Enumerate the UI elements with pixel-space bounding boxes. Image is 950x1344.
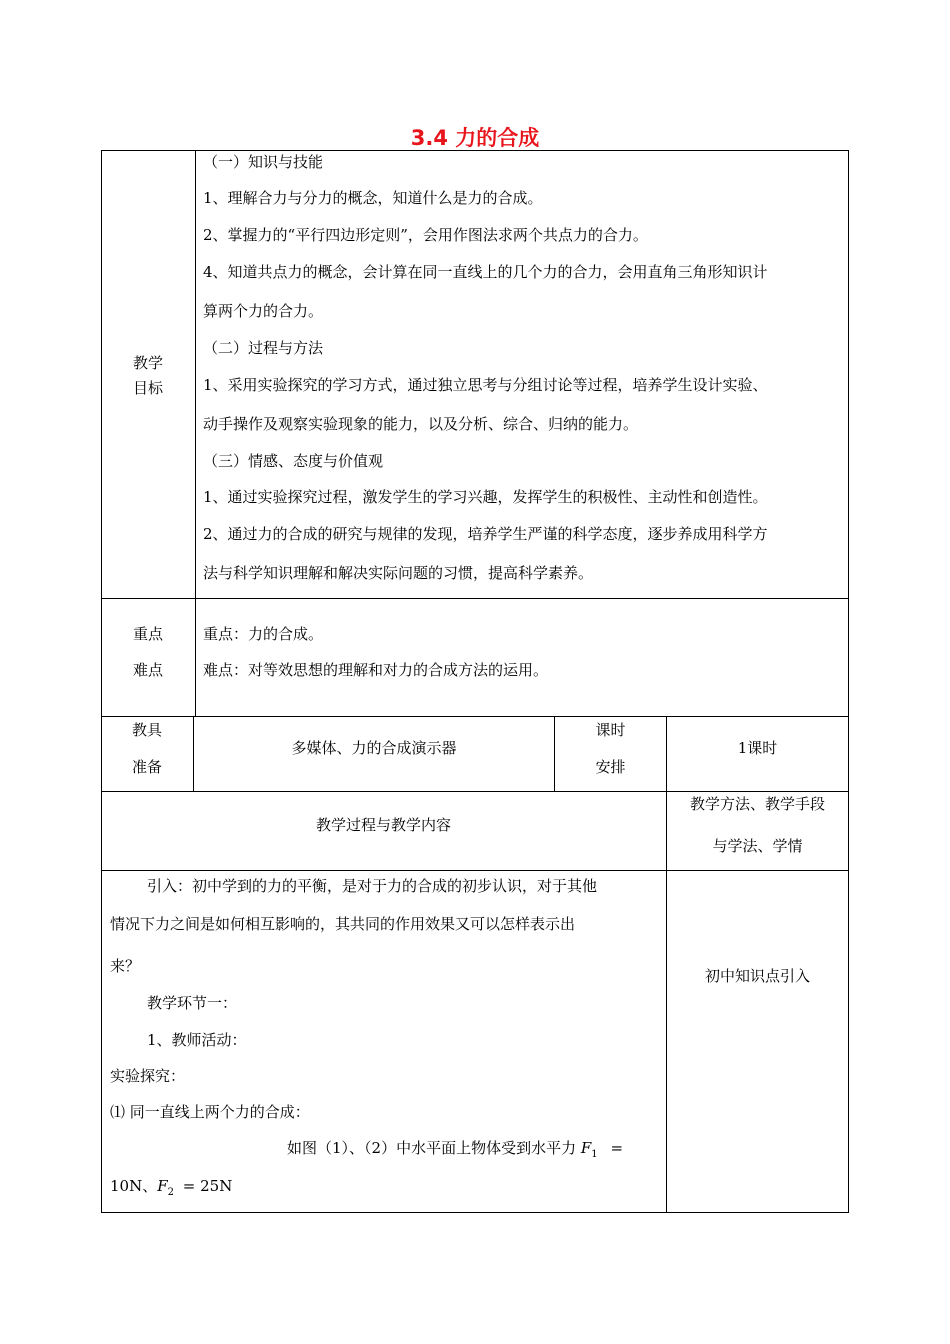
objective-line: 动手操作及观察实验现象的能力，以及分析、综合、归纳的能力。 xyxy=(203,415,639,433)
formula-text: 如图（1）、（2）中水平面上物体受到水平力 xyxy=(287,1139,577,1157)
label-line: 教学 xyxy=(132,354,163,372)
header-line: 教学方法、教学手段 xyxy=(689,795,825,813)
tools-value: 多媒体、力的合成演示器 xyxy=(291,739,457,757)
table-border-top xyxy=(101,150,849,151)
process-line: 引入：初中学到的力的平衡，是对于力的合成的初步认识，对于其他 xyxy=(147,877,598,895)
key-point-line: 难点：对等效思想的理解和对力的合成方法的运用。 xyxy=(203,661,549,679)
objective-line: （二）过程与方法 xyxy=(203,339,324,357)
document-title: 3.4 力的合成 xyxy=(410,126,540,150)
force-subscript: 1 xyxy=(591,1149,598,1160)
row-separator xyxy=(101,870,849,871)
force-symbol: F xyxy=(580,1139,592,1157)
formula-text: 10N、 xyxy=(110,1177,158,1195)
process-line: 来？ xyxy=(110,957,141,975)
key-point-line: 重点：力的合成。 xyxy=(203,625,324,643)
col-separator xyxy=(195,598,196,717)
formula-line xyxy=(287,1138,623,1165)
formula-line xyxy=(110,1176,232,1203)
process-line: 1、教师活动： xyxy=(147,1031,247,1049)
objective-line: （一）知识与技能 xyxy=(203,153,324,171)
table-border-bottom xyxy=(101,1212,849,1213)
process-line: 实验探究： xyxy=(110,1067,186,1085)
objective-line: 1、通过实验探究过程，激发学生的学习兴趣，发挥学生的积极性、主动性和创造性。 xyxy=(203,488,768,506)
label-line: 安排 xyxy=(595,758,626,776)
objective-line: 1、理解合力与分力的概念，知道什么是力的合成。 xyxy=(203,189,543,207)
row-separator xyxy=(101,791,849,792)
objective-line: 法与科学知识理解和解决实际问题的习惯，提高科学素养。 xyxy=(203,564,594,582)
label-line: 难点 xyxy=(132,661,163,679)
row-separator xyxy=(101,716,849,717)
side-note: 初中知识点引入 xyxy=(704,967,810,985)
label-line: 教具 xyxy=(131,721,162,739)
force-subscript: 2 xyxy=(167,1187,175,1198)
label-line: 课时 xyxy=(595,721,626,739)
objective-line: 1、采用实验探究的学习方式，通过独立思考与分组讨论等过程，培养学生设计实验、 xyxy=(203,376,768,394)
process-line: ⑴ 同一直线上两个力的合成： xyxy=(110,1103,310,1121)
process-line: 教学环节一： xyxy=(147,994,238,1012)
row-separator xyxy=(101,598,849,599)
header-line: 与学法、学情 xyxy=(712,837,803,855)
objective-line: （三）情感、态度与价值观 xyxy=(203,452,384,470)
formula-operator: = xyxy=(610,1139,624,1157)
table-border-left xyxy=(101,150,102,1213)
col-separator xyxy=(195,150,196,599)
formula-text: = 25N xyxy=(182,1177,233,1195)
label-line: 目标 xyxy=(132,379,163,397)
label-line: 重点 xyxy=(132,625,163,643)
hours-value: 1课时 xyxy=(737,739,778,757)
process-line: 情况下力之间是如何相互影响的，其共同的作用效果又可以怎样表示出 xyxy=(110,915,576,933)
label-line: 准备 xyxy=(131,758,162,776)
objective-line: 2、通过力的合成的研究与规律的发现，培养学生严谨的科学态度，逐步养成用科学方 xyxy=(203,525,768,543)
force-symbol: F xyxy=(157,1177,168,1195)
table-border-right xyxy=(848,150,849,1213)
objective-line: 2、掌握力的“平行四边形定则”，会用作图法求两个共点力的合力。 xyxy=(203,226,648,244)
process-header-left: 教学过程与教学内容 xyxy=(315,816,451,834)
objective-line: 4、知道共点力的概念，会计算在同一直线上的几个力的合力，会用直角三角形知识计 xyxy=(203,263,768,281)
objective-line: 算两个力的合力。 xyxy=(203,302,324,320)
